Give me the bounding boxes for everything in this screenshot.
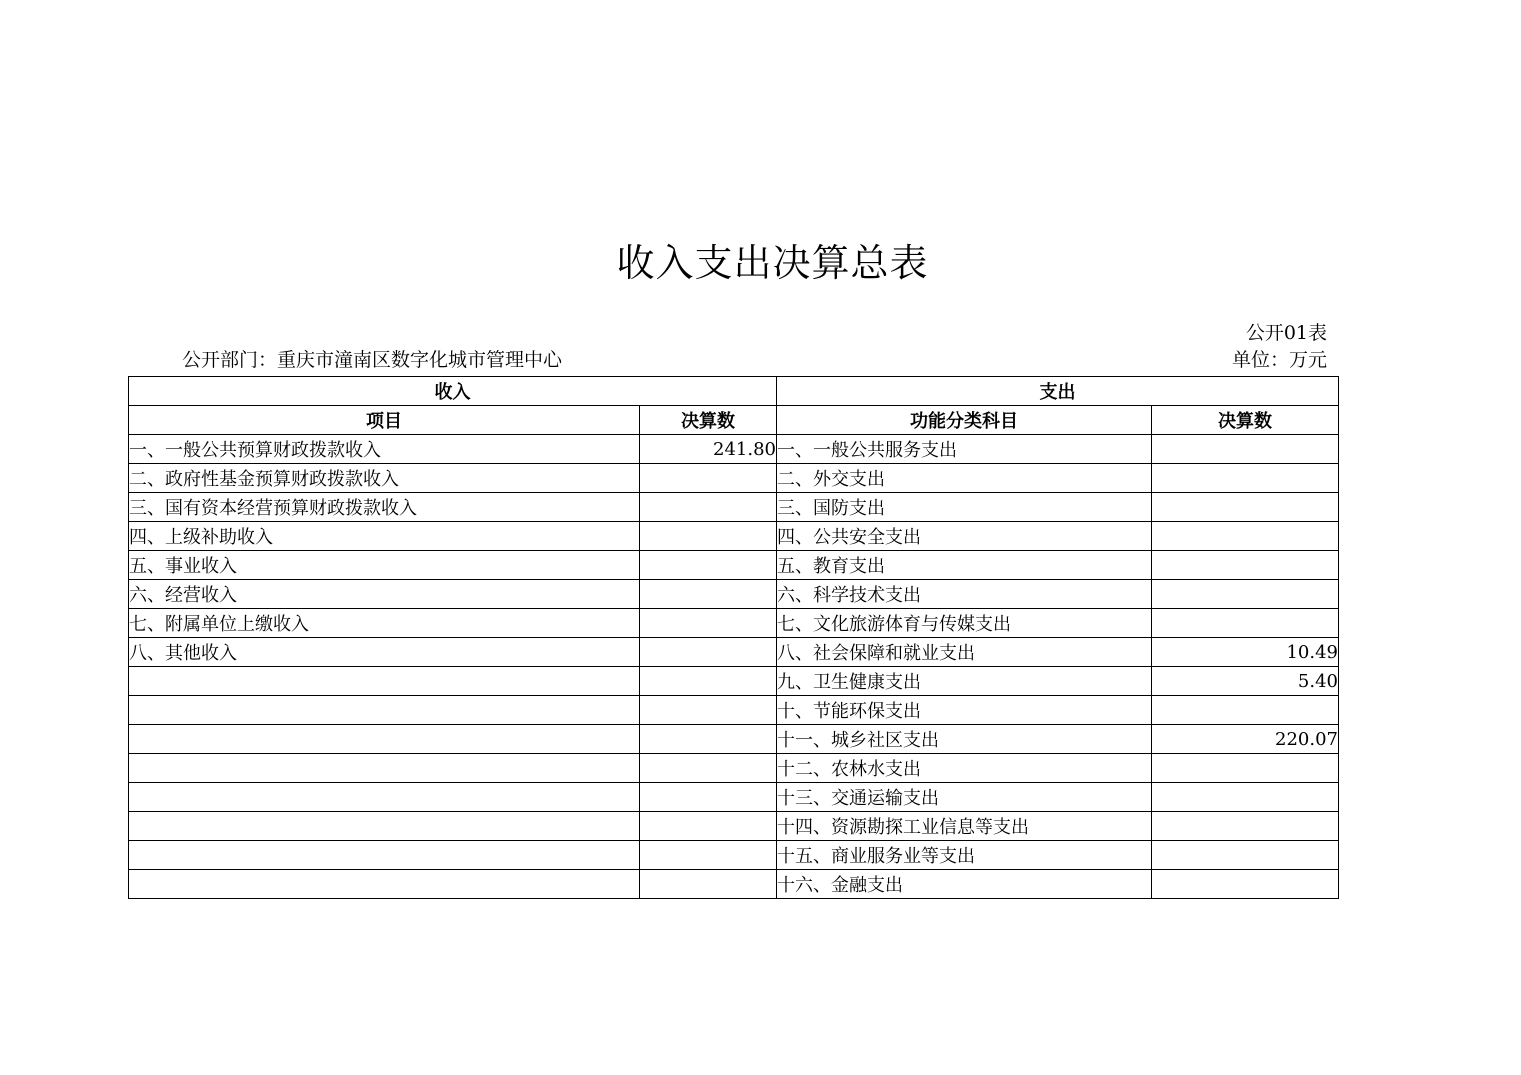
expense-amount-cell (1152, 609, 1339, 638)
expense-item-cell: 五、教育支出 (777, 551, 1152, 580)
income-amount-cell (640, 812, 777, 841)
expense-amount-cell (1152, 783, 1339, 812)
income-item-cell (129, 696, 640, 725)
expense-amount-cell (1152, 812, 1339, 841)
page-title: 收入支出决算总表 (616, 241, 929, 285)
income-item-cell (129, 725, 640, 754)
income-amount-cell (640, 464, 777, 493)
expense-amount-cell: 5.40 (1152, 667, 1339, 696)
income-amount-cell (640, 493, 777, 522)
income-item-cell: 二、政府性基金预算财政拨款收入 (129, 464, 640, 493)
income-item-cell (129, 667, 640, 696)
expense-item-cell: 九、卫生健康支出 (777, 667, 1152, 696)
expense-amount-cell (1152, 522, 1339, 551)
expense-amount-cell (1152, 435, 1339, 464)
table-row (129, 580, 1339, 609)
income-amount-cell (640, 725, 777, 754)
unit-label: 单位：万元 (1231, 349, 1327, 371)
table-row (129, 464, 1339, 493)
table-row (129, 812, 1339, 841)
income-amount-header: 决算数 (640, 406, 777, 435)
income-amount-cell: 241.80 (640, 435, 777, 464)
income-expense-table (128, 376, 1339, 899)
income-item-cell (129, 812, 640, 841)
income-amount-cell (640, 667, 777, 696)
expense-item-cell: 三、国防支出 (777, 493, 1152, 522)
income-item-cell: 六、经营收入 (129, 580, 640, 609)
table-row (129, 609, 1339, 638)
expense-amount-cell (1152, 551, 1339, 580)
income-amount-cell (640, 754, 777, 783)
income-item-cell: 一、一般公共预算财政拨款收入 (129, 435, 640, 464)
expense-item-cell: 十三、交通运输支出 (777, 783, 1152, 812)
table-code: 公开01表 (1245, 322, 1327, 344)
income-item-cell (129, 754, 640, 783)
table-row (129, 522, 1339, 551)
income-item-cell: 五、事业收入 (129, 551, 640, 580)
income-amount-cell (640, 783, 777, 812)
expense-item-cell: 十五、商业服务业等支出 (777, 841, 1152, 870)
table-row (129, 696, 1339, 725)
expense-item-header: 功能分类科目 (777, 406, 1152, 435)
column-header-row (129, 406, 1339, 435)
income-amount-cell (640, 609, 777, 638)
expense-item-cell: 八、社会保障和就业支出 (777, 638, 1152, 667)
income-amount-cell (640, 841, 777, 870)
income-item-cell: 七、附属单位上缴收入 (129, 609, 640, 638)
expense-amount-cell (1152, 754, 1339, 783)
expense-item-cell: 十、节能环保支出 (777, 696, 1152, 725)
income-amount-cell (640, 638, 777, 667)
expense-item-cell: 六、科学技术支出 (777, 580, 1152, 609)
expense-amount-cell (1152, 870, 1339, 899)
expense-amount-cell (1152, 493, 1339, 522)
expense-group-header: 支出 (777, 377, 1339, 406)
table-row (129, 783, 1339, 812)
expense-item-cell: 十一、城乡社区支出 (777, 725, 1152, 754)
expense-amount-header: 决算数 (1152, 406, 1339, 435)
income-item-cell: 三、国有资本经营预算财政拨款收入 (129, 493, 640, 522)
income-group-header: 收入 (129, 377, 777, 406)
table-row (129, 667, 1339, 696)
income-amount-cell (640, 696, 777, 725)
income-item-cell (129, 841, 640, 870)
expense-amount-cell (1152, 841, 1339, 870)
expense-amount-cell (1152, 464, 1339, 493)
expense-item-cell: 十六、金融支出 (777, 870, 1152, 899)
table-row (129, 638, 1339, 667)
expense-item-cell: 十四、资源勘探工业信息等支出 (777, 812, 1152, 841)
table-row (129, 493, 1339, 522)
expense-item-cell: 七、文化旅游体育与传媒支出 (777, 609, 1152, 638)
income-item-cell (129, 783, 640, 812)
income-item-cell (129, 870, 640, 899)
table-row (129, 551, 1339, 580)
expense-amount-cell: 220.07 (1152, 725, 1339, 754)
table-row (129, 841, 1339, 870)
income-amount-cell (640, 870, 777, 899)
income-item-cell: 八、其他收入 (129, 638, 640, 667)
income-amount-cell (640, 580, 777, 609)
department-label: 公开部门：重庆市潼南区数字化城市管理中心 (182, 349, 563, 371)
table-row (129, 870, 1339, 899)
expense-amount-cell: 10.49 (1152, 638, 1339, 667)
income-item-header: 项目 (129, 406, 640, 435)
table-row (129, 725, 1339, 754)
income-amount-cell (640, 551, 777, 580)
table-row (129, 754, 1339, 783)
group-header-row (129, 377, 1339, 406)
expense-item-cell: 四、公共安全支出 (777, 522, 1152, 551)
expense-item-cell: 二、外交支出 (777, 464, 1152, 493)
income-item-cell: 四、上级补助收入 (129, 522, 640, 551)
expense-item-cell: 十二、农林水支出 (777, 754, 1152, 783)
expense-amount-cell (1152, 580, 1339, 609)
expense-amount-cell (1152, 696, 1339, 725)
table-row (129, 435, 1339, 464)
expense-item-cell: 一、一般公共服务支出 (777, 435, 1152, 464)
income-amount-cell (640, 522, 777, 551)
